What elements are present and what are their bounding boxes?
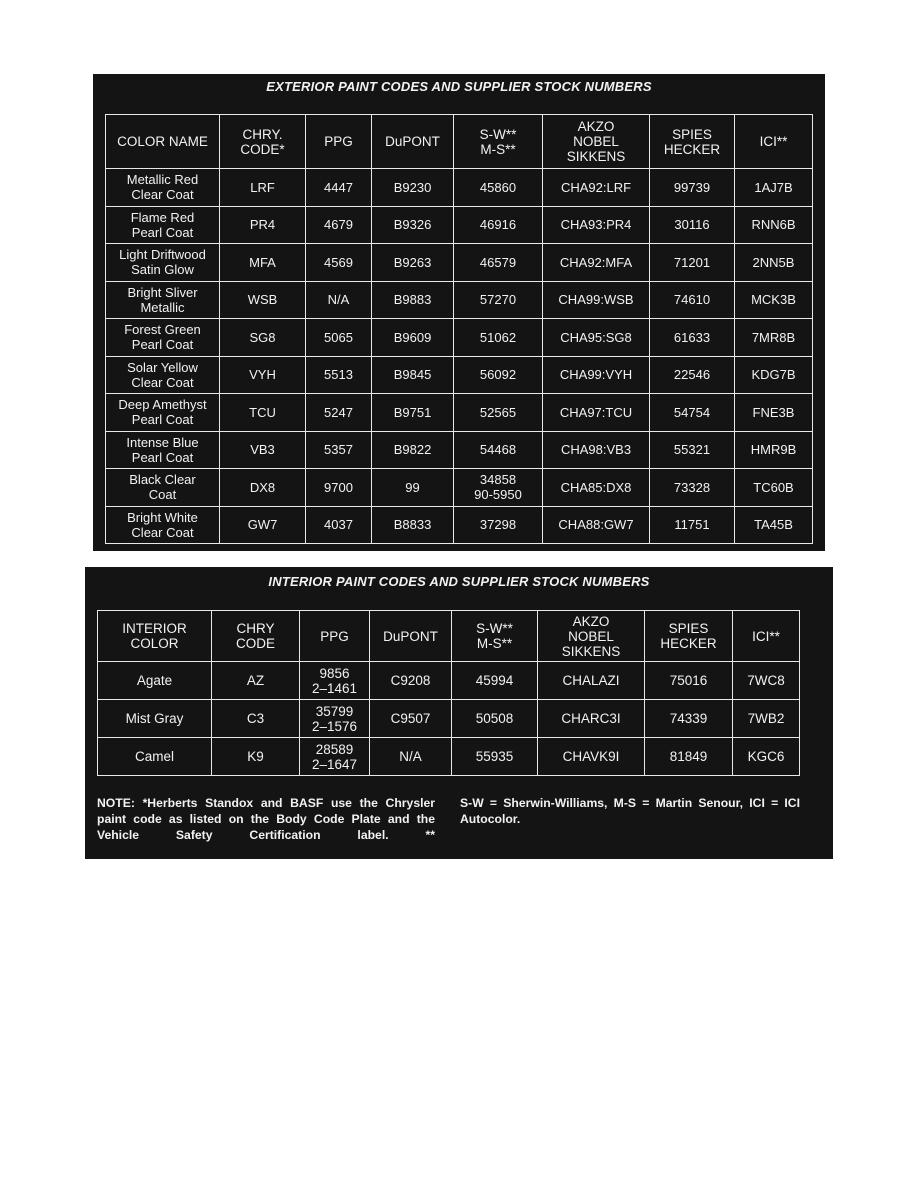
table-cell: 61633 (650, 319, 735, 357)
table-cell: 54754 (650, 394, 735, 432)
table-row (98, 662, 800, 700)
table-cell: CHALAZI (538, 662, 645, 700)
table-cell: Flame Red Pearl Coat (106, 206, 220, 244)
table-cell: CHA92:LRF (543, 169, 650, 207)
table-row (106, 206, 813, 244)
table-cell: Light Driftwood Satin Glow (106, 244, 220, 282)
table-cell: DX8 (220, 469, 306, 507)
header-chry-code: CHRY. CODE* (220, 115, 306, 169)
table-cell: 75016 (645, 662, 733, 700)
header-ici: ICI** (735, 115, 813, 169)
table-cell: 45994 (452, 662, 538, 700)
table-cell: 4447 (306, 169, 372, 207)
table-cell: B9326 (372, 206, 454, 244)
header-ppg: PPG (300, 611, 370, 662)
note-abbreviations: S-W = Sherwin-Williams, M-S = Martin Senour, ICI = ICI Autocolor. (460, 796, 800, 826)
table-cell: 73328 (650, 469, 735, 507)
table-cell: MCK3B (735, 281, 813, 319)
note-herberts-basf: NOTE: *Herberts Standox and BASF use the Chrysler paint code as listed on the Body Code Plate and the Vehicle Safety Certification label. ** (97, 796, 435, 842)
table-cell: Bright Sliver Metallic (106, 281, 220, 319)
table-row (106, 356, 813, 394)
table-cell: B9883 (372, 281, 454, 319)
table-cell: 4569 (306, 244, 372, 282)
table-cell: 99739 (650, 169, 735, 207)
table-cell: B9822 (372, 431, 454, 469)
table-cell: MFA (220, 244, 306, 282)
table-cell: 4037 (306, 506, 372, 544)
table-cell: B9230 (372, 169, 454, 207)
header-dupont: DuPONT (372, 115, 454, 169)
table-cell: Camel (98, 738, 212, 776)
table-cell: FNE3B (735, 394, 813, 432)
header-interior-color: INTERIOR COLOR (98, 611, 212, 662)
table-cell: KDG7B (735, 356, 813, 394)
table-cell: 7MR8B (735, 319, 813, 357)
table-cell: CHA95:SG8 (543, 319, 650, 357)
table-cell: 55321 (650, 431, 735, 469)
header-ici: ICI** (733, 611, 800, 662)
table-cell: 54468 (454, 431, 543, 469)
table-cell: AZ (212, 662, 300, 700)
table-cell: 28589 2–1647 (300, 738, 370, 776)
exterior-header-row (106, 115, 813, 169)
table-cell: 11751 (650, 506, 735, 544)
table-cell: SG8 (220, 319, 306, 357)
interior-table (97, 610, 800, 776)
table-cell: Black Clear Coat (106, 469, 220, 507)
table-cell: 5357 (306, 431, 372, 469)
table-cell: 51062 (454, 319, 543, 357)
table-cell: VB3 (220, 431, 306, 469)
table-cell: 4679 (306, 206, 372, 244)
table-cell: Agate (98, 662, 212, 700)
table-cell: 71201 (650, 244, 735, 282)
table-cell: Forest Green Pearl Coat (106, 319, 220, 357)
table-cell: 9856 2–1461 (300, 662, 370, 700)
table-cell: B8833 (372, 506, 454, 544)
table-cell: HMR9B (735, 431, 813, 469)
exterior-panel (93, 74, 825, 551)
table-cell: 81849 (645, 738, 733, 776)
table-cell: TC60B (735, 469, 813, 507)
table-cell: CHAVK9I (538, 738, 645, 776)
table-cell: CHA98:VB3 (543, 431, 650, 469)
table-cell: Mist Gray (98, 700, 212, 738)
table-cell: B9609 (372, 319, 454, 357)
table-cell: CHARC3I (538, 700, 645, 738)
header-chry-code: CHRY CODE (212, 611, 300, 662)
table-cell: RNN6B (735, 206, 813, 244)
table-cell: KGC6 (733, 738, 800, 776)
header-akzo-nobel-sikkens: AKZO NOBEL SIKKENS (543, 115, 650, 169)
table-cell: Deep Amethyst Pearl Coat (106, 394, 220, 432)
table-cell: 7WB2 (733, 700, 800, 738)
table-cell: CHA85:DX8 (543, 469, 650, 507)
table-cell: GW7 (220, 506, 306, 544)
table-row (98, 700, 800, 738)
table-cell: 99 (372, 469, 454, 507)
table-row (106, 169, 813, 207)
table-cell: 34858 90-5950 (454, 469, 543, 507)
table-cell: 1AJ7B (735, 169, 813, 207)
table-cell: 46579 (454, 244, 543, 282)
table-cell: 5513 (306, 356, 372, 394)
header-spies-hecker: SPIES HECKER (645, 611, 733, 662)
table-cell: 56092 (454, 356, 543, 394)
table-cell: 5247 (306, 394, 372, 432)
table-row (106, 469, 813, 507)
table-cell: B9263 (372, 244, 454, 282)
header-sw-ms: S-W** M-S** (454, 115, 543, 169)
table-cell: Metallic Red Clear Coat (106, 169, 220, 207)
header-akzo-nobel-sikkens: AKZO NOBEL SIKKENS (538, 611, 645, 662)
table-cell: C9208 (370, 662, 452, 700)
header-ppg: PPG (306, 115, 372, 169)
table-cell: CHA99:VYH (543, 356, 650, 394)
table-cell: 30116 (650, 206, 735, 244)
table-cell: 52565 (454, 394, 543, 432)
table-cell: B9751 (372, 394, 454, 432)
header-spies-hecker: SPIES HECKER (650, 115, 735, 169)
table-cell: 9700 (306, 469, 372, 507)
table-cell: Intense Blue Pearl Coat (106, 431, 220, 469)
table-row (106, 431, 813, 469)
exterior-title: EXTERIOR PAINT CODES AND SUPPLIER STOCK NUMBERS (266, 79, 652, 94)
table-cell: 5065 (306, 319, 372, 357)
table-cell: TA45B (735, 506, 813, 544)
interior-title: INTERIOR PAINT CODES AND SUPPLIER STOCK NUMBERS (268, 574, 650, 589)
table-row (98, 738, 800, 776)
table-cell: VYH (220, 356, 306, 394)
table-cell: N/A (306, 281, 372, 319)
table-cell: CHA88:GW7 (543, 506, 650, 544)
table-cell: 45860 (454, 169, 543, 207)
table-cell: 74610 (650, 281, 735, 319)
table-cell: 46916 (454, 206, 543, 244)
table-cell: TCU (220, 394, 306, 432)
table-cell: 35799 2–1576 (300, 700, 370, 738)
table-cell: Solar Yellow Clear Coat (106, 356, 220, 394)
table-row (106, 506, 813, 544)
table-cell: LRF (220, 169, 306, 207)
table-row (106, 394, 813, 432)
table-cell: N/A (370, 738, 452, 776)
table-cell: C9507 (370, 700, 452, 738)
table-cell: CHA99:WSB (543, 281, 650, 319)
table-cell: 74339 (645, 700, 733, 738)
table-cell: PR4 (220, 206, 306, 244)
table-cell: Bright White Clear Coat (106, 506, 220, 544)
table-cell: 37298 (454, 506, 543, 544)
table-cell: CHA93:PR4 (543, 206, 650, 244)
table-cell: 50508 (452, 700, 538, 738)
table-cell: 2NN5B (735, 244, 813, 282)
header-color-name: COLOR NAME (106, 115, 220, 169)
exterior-table (105, 114, 813, 544)
table-cell: 7WC8 (733, 662, 800, 700)
table-row (106, 281, 813, 319)
table-cell: 22546 (650, 356, 735, 394)
table-cell: CHA92:MFA (543, 244, 650, 282)
table-cell: WSB (220, 281, 306, 319)
header-dupont: DuPONT (370, 611, 452, 662)
table-row (106, 244, 813, 282)
table-cell: 55935 (452, 738, 538, 776)
interior-header-row (98, 611, 800, 662)
table-cell: CHA97:TCU (543, 394, 650, 432)
table-cell: B9845 (372, 356, 454, 394)
table-cell: K9 (212, 738, 300, 776)
table-cell: C3 (212, 700, 300, 738)
header-sw-ms: S-W** M-S** (452, 611, 538, 662)
table-cell: 57270 (454, 281, 543, 319)
table-row (106, 319, 813, 357)
interior-panel (85, 567, 833, 859)
